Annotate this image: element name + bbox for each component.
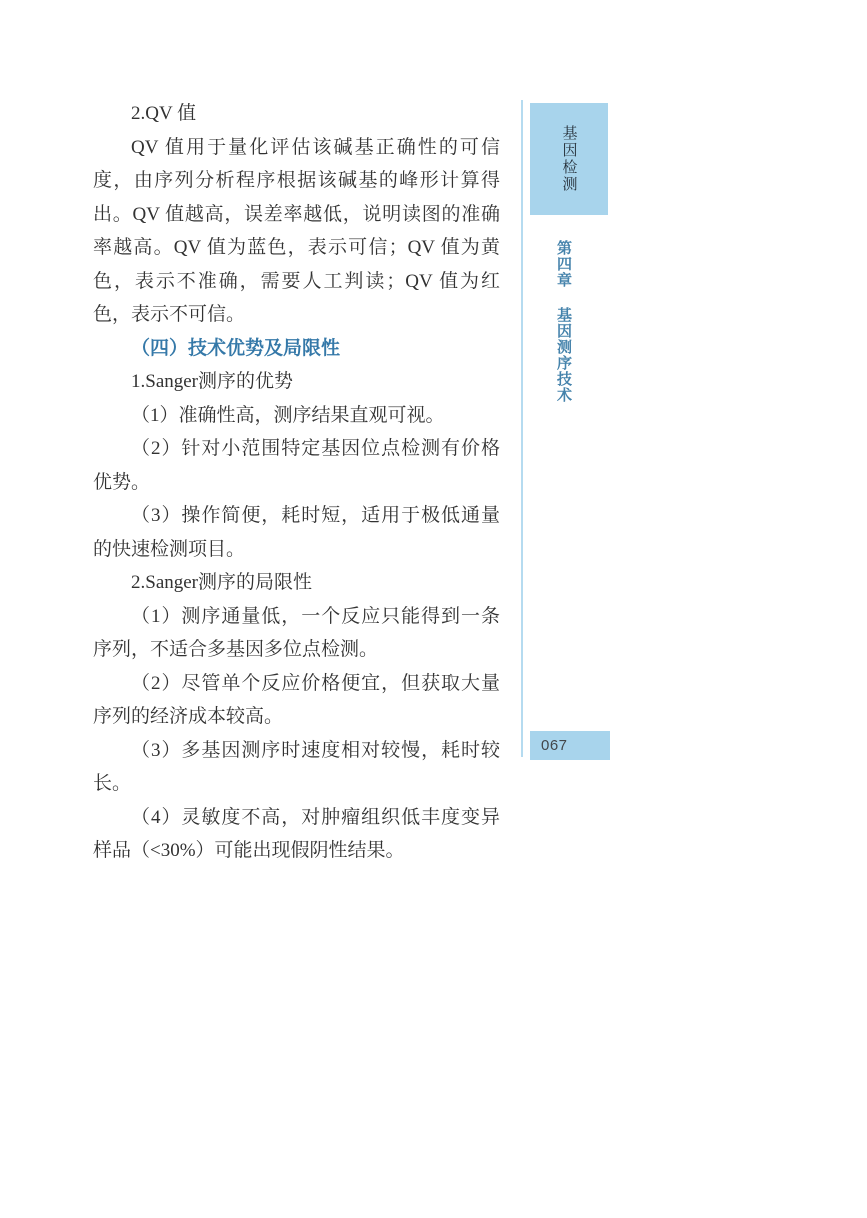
list-item-limitation-2: （2）尽管单个反应价格便宜，但获取大量序列的经济成本较高。 — [93, 672, 500, 727]
page-number-box — [530, 731, 610, 760]
body-paragraph: QV 值用于量化评估该碱基正确性的可信度，由序列分析程序根据该碱基的峰形计算得出。QV 值越高，误差率越低，说明读图的准确率越高。QV 值为蓝色，表示可信；QV 值为黄色，表示不准确，需要人工判读；QV 值为红色，表示不可信。 — [93, 136, 500, 325]
list-item-advantage-3: （3）操作简便，耗时短，适用于极低通量的快速检测项目。 — [93, 505, 500, 560]
chapter-number: 第四章 — [555, 240, 572, 288]
sidebar-divider-line — [521, 100, 523, 757]
subheading-qv-value: 2.QV 值 — [131, 103, 197, 124]
chapter-title: 基因测序技术 — [555, 307, 572, 404]
body-text-column — [93, 97, 500, 868]
list-item-limitation-4: （4）灵敏度不高，对肿瘤组织低丰度变异样品（<30%）可能出现假阴性结果。 — [93, 806, 500, 861]
book-title-label: 基因检测 — [560, 125, 578, 193]
list-item-advantage-1: （1）准确性高，测序结果直观可视。 — [131, 404, 445, 426]
section-heading-advantages-limitations: （四）技术优势及局限性 — [131, 337, 341, 359]
list-item-limitation-1: （1）测序通量低，一个反应只能得到一条序列，不适合多基因多位点检测。 — [93, 605, 500, 660]
list-item-advantage-2: （2）针对小范围特定基因位点检测有价格优势。 — [93, 438, 500, 493]
list-item-limitation-3: （3）多基因测序时速度相对较慢，耗时较长。 — [93, 739, 500, 794]
subheading-sanger-advantages: 1.Sanger测序的优势 — [131, 371, 294, 392]
subheading-sanger-limitations: 2.Sanger测序的局限性 — [131, 572, 313, 593]
page-number: 067 — [541, 737, 568, 754]
book-title-tab — [530, 103, 608, 215]
chapter-label — [553, 240, 574, 403]
